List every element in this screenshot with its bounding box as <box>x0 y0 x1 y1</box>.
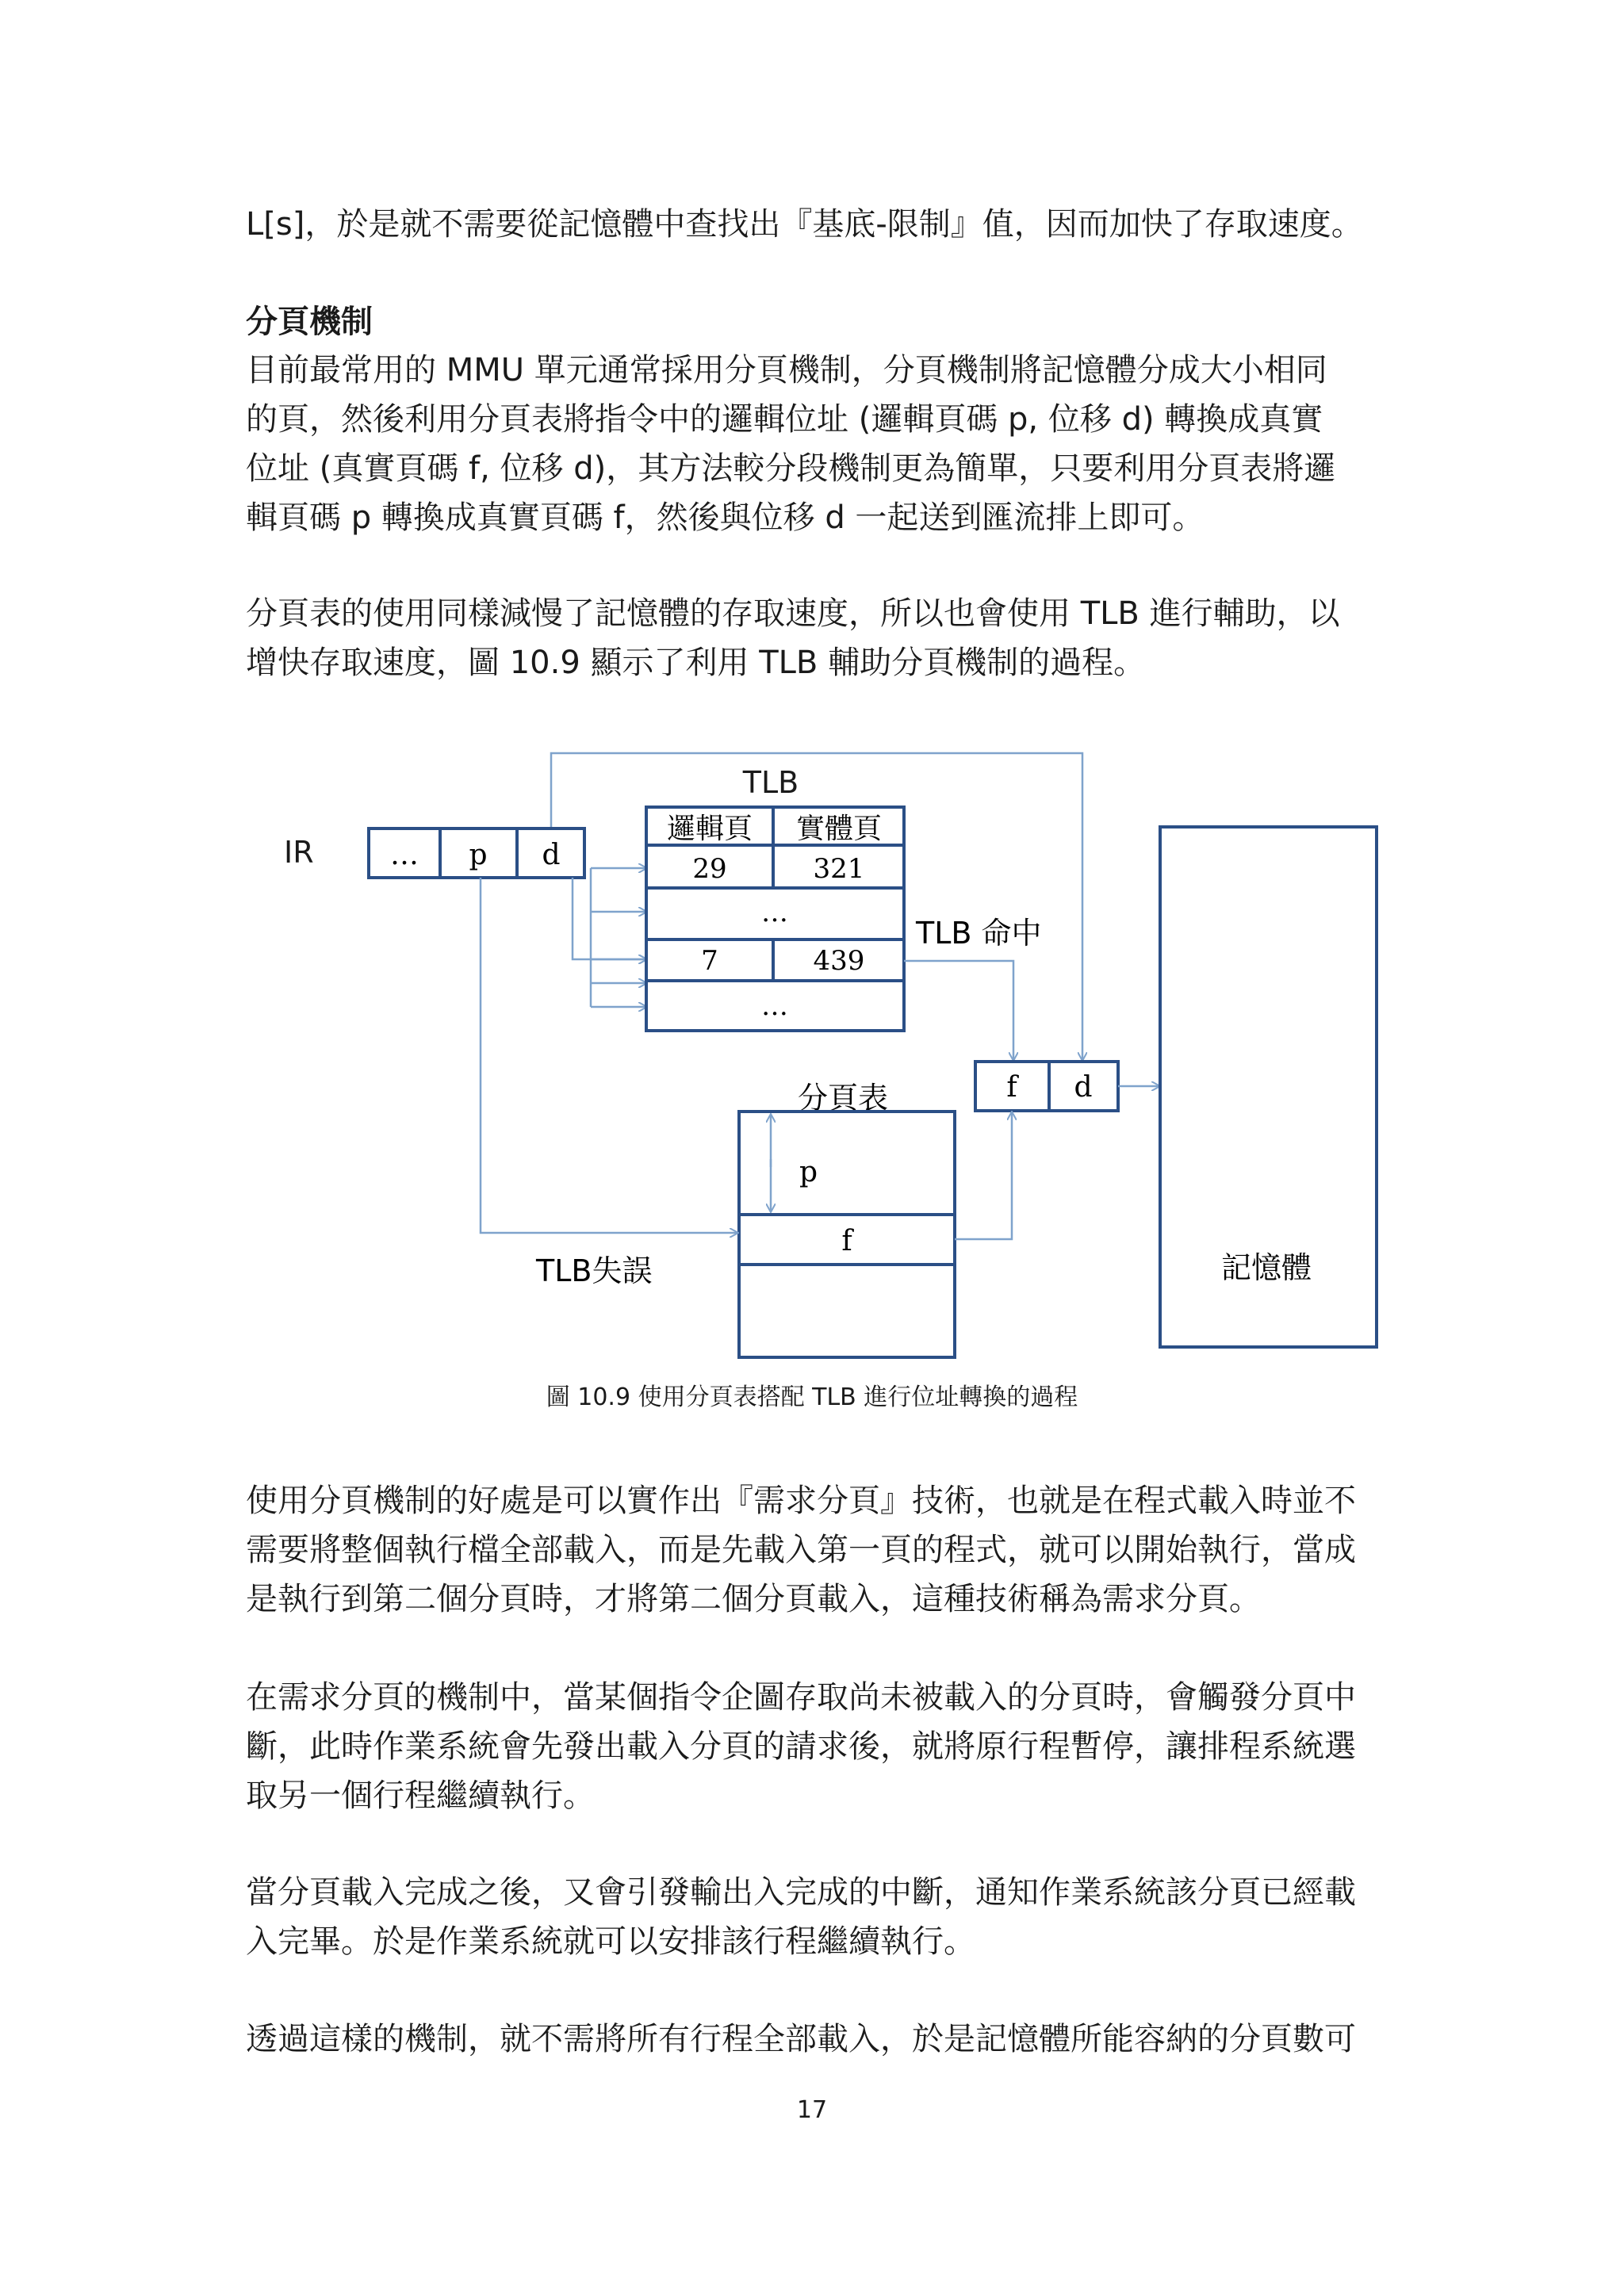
page-table-f: f <box>841 1225 852 1257</box>
text-line: 使用分頁機制的好處是可以實作出『需求分頁』技術，也就是在程式載入時並不 <box>246 1483 1356 1519</box>
text-line: 位址 (真實頁碼 f, 位移 d)，其方法較分段機制更為簡單，只要利用分頁表將邏 <box>246 450 1336 487</box>
page-table-to-frame-arrow <box>955 1112 1012 1239</box>
physical-address-register <box>975 1062 1118 1111</box>
text-line: 需要將整個執行檔全部載入，而是先載入第一頁的程式，就可以開始執行，當成 <box>246 1532 1356 1568</box>
tlb-hit-label: TLB 命中 <box>916 916 1042 951</box>
tlb-hit-arrow <box>904 961 1013 1060</box>
tlb-cell: 29 <box>692 853 727 885</box>
ir-cell-ellipsis: … <box>390 839 419 871</box>
d-bypass-arrow <box>551 753 1082 1060</box>
text-line: 透過這樣的機制，就不需將所有行程全部載入，於是記憶體所能容納的分頁數可 <box>246 2021 1356 2057</box>
tlb-lookup-arrows <box>573 868 646 1007</box>
tlb-header-physical: 實體頁 <box>795 813 883 845</box>
fd-cell-d: d <box>1074 1071 1093 1104</box>
tlb-header-logical: 邏輯頁 <box>666 813 753 845</box>
tlb-miss-arrow <box>481 878 737 1233</box>
tlb-title: TLB <box>742 765 799 800</box>
paragraph <box>246 1476 1380 1624</box>
text-line: 取另一個行程繼續執行。 <box>246 1777 595 1814</box>
tlb-miss-label: TLB失誤 <box>536 1253 653 1288</box>
tlb-cell: 7 <box>701 945 718 977</box>
text-line: 增快存取速度，圖 10.9 顯示了利用 TLB 輔助分頁機制的過程。 <box>246 645 1146 681</box>
fd-cell-f: f <box>1006 1071 1017 1104</box>
section-heading: 分頁機制 <box>246 304 373 340</box>
text-line: 輯頁碼 p 轉換成真實頁碼 f，然後與位移 d 一起送到匯流排上即可。 <box>246 499 1205 536</box>
tlb-cell: 321 <box>813 853 865 885</box>
text-line: 分頁表的使用同樣減慢了記憶體的存取速度，所以也會使用 TLB 進行輔助，以 <box>246 595 1340 632</box>
page-table-p: p <box>799 1156 818 1188</box>
tlb-cell: 439 <box>813 945 865 977</box>
text-line: 在需求分頁的機制中，當某個指令企圖存取尚未被載入的分頁時，會觸發分頁中 <box>246 1679 1356 1716</box>
tlb-ellipsis: … <box>761 990 788 1022</box>
figure-caption: 圖 10.9 使用分頁表搭配 TLB 進行位址轉換的過程 <box>546 1383 1078 1411</box>
paragraph <box>246 2015 1380 2064</box>
text-line: L[s]，於是就不需要從記憶體中查找出『基底-限制』值，因而加快了存取速度。 <box>246 206 1363 243</box>
text-line: 斷，此時作業系統會先發出載入分頁的請求後，就將原行程暫停，讓排程系統選 <box>246 1728 1356 1765</box>
paragraph <box>246 1868 1380 1966</box>
page-number: 17 <box>796 2096 828 2124</box>
text-line: 是執行到第二個分頁時，才將第二個分頁載入，這種技術稱為需求分頁。 <box>246 1581 1261 1617</box>
text-line: 目前最常用的 MMU 單元通常採用分頁機制，分頁機制將記憶體分成大小相同 <box>246 352 1327 388</box>
paragraph <box>246 1673 1380 1820</box>
text-line: 的頁，然後利用分頁表將指令中的邏輯位址 (邏輯頁碼 p, 位移 d) 轉換成真實 <box>246 401 1323 438</box>
ir-cell-p: p <box>469 839 488 871</box>
ir-cell-d: d <box>542 839 561 871</box>
tlb-ellipsis: … <box>761 897 788 928</box>
memory-label: 記憶體 <box>1220 1250 1312 1285</box>
text-line: 當分頁載入完成之後，又會引發輸出入完成的中斷，通知作業系統該分頁已經載 <box>246 1874 1356 1911</box>
text-line: 入完畢。於是作業系統就可以安排該行程繼續執行。 <box>246 1923 975 1960</box>
page-table-title: 分頁表 <box>797 1081 889 1115</box>
ir-label: IR <box>284 835 314 870</box>
